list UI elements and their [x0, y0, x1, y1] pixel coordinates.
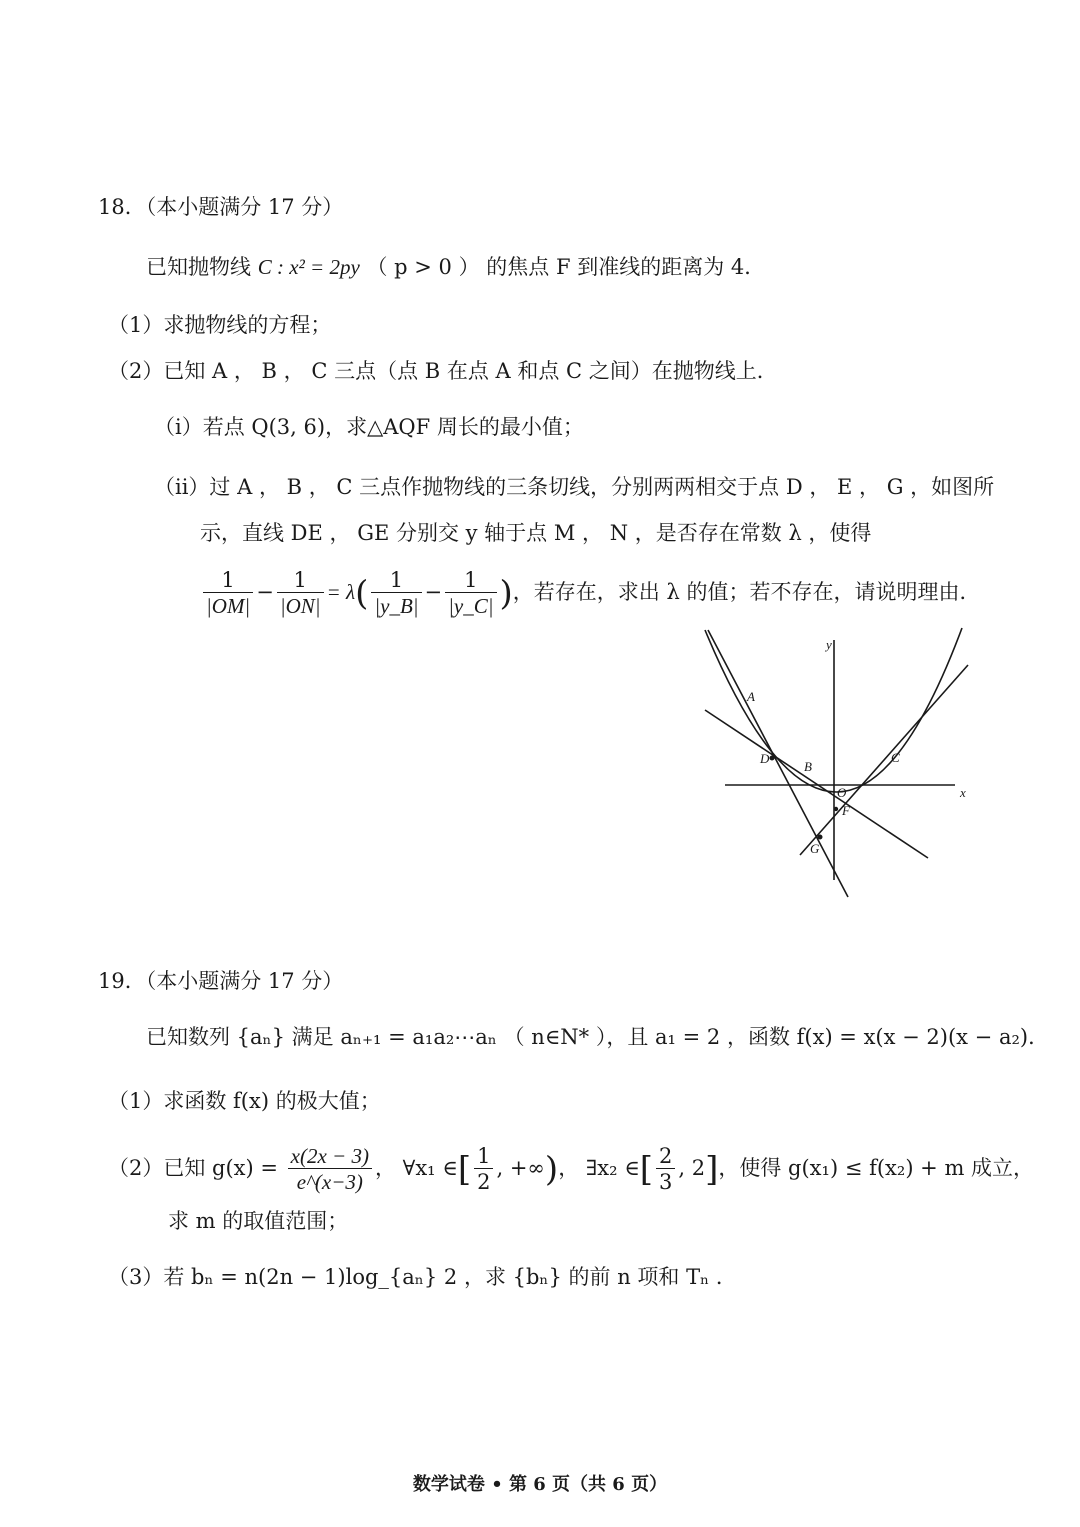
q18-part1: （1）求抛物线的方程；	[108, 313, 332, 337]
q18-stem-cond: （ p > 0 ）	[366, 255, 480, 279]
q19-part3: （3）若 bₙ = n(2n − 1)log_{aₙ} 2 ，求 {bₙ} 的前 n 项和 Tₙ ．	[108, 1265, 737, 1289]
label-o: O	[837, 785, 847, 800]
fraction-numerator: 1	[277, 568, 324, 593]
tangent-line-c	[800, 665, 968, 855]
fraction-numerator: x(2x − 3)	[288, 1144, 372, 1169]
q18-lambda-equation: $\frac{1}{|OM|}$ − $\frac{1}{|ON|}$ = λ( $\frac{1}{|y\_B|}$ − $\frac{1}{|y\_C|}$ )，若存在，求出 λ 的值；若不存在，请说明理由．	[200, 564, 980, 620]
fraction-1-over-yc	[445, 568, 496, 619]
q18-stem-eq: C : x² = 2py	[257, 255, 360, 279]
fraction-g-of-x	[288, 1144, 372, 1195]
q19-part2-line2: 求 m 的取值范围；	[168, 1209, 349, 1233]
label-d: D	[760, 751, 770, 766]
q18-part2: （2）已知 A ， B ， C 三点（点 B 在点 A 和点 C 之间）在抛物线上．	[108, 359, 778, 383]
interval-2-tail: , 2	[678, 1156, 706, 1180]
fraction-numerator: 1	[474, 1144, 493, 1169]
q18-part2-ii-line1: （ii）过 A ， B ， C 三点作抛物线的三条切线，分别两两相交于点 D ， E ， G ，如图所	[154, 475, 995, 499]
label-y: y	[826, 637, 832, 652]
q18-part2-ii-tail: ，若存在，求出 λ 的值；若不存在，请说明理由．	[512, 580, 981, 604]
fraction-denominator: 2	[477, 1170, 491, 1194]
interval-1-tail: , +∞	[496, 1156, 545, 1180]
label-a: A	[747, 689, 755, 704]
point-g	[818, 835, 823, 840]
q18-stem-pre: 已知抛物线	[146, 255, 251, 279]
q19-part2: （2）已知 g(x) = $\frac{x(2x - 3)}{e\^{}(x-3)}$ ， ∀x₁ ∈[ $\frac{1}{2}$ , +∞)， ∃x₂ ∈[ $\frac{2}{3}$ , 2]，使得 g(x₁) ≤ f(x₂) + m 成立，	[108, 1144, 1035, 1194]
equals-lambda: = λ	[326, 580, 356, 604]
fraction-numerator: 1	[371, 568, 421, 593]
label-f: F	[842, 803, 850, 818]
fraction-numerator: 1	[445, 568, 496, 593]
fraction-1-over-yb	[371, 568, 421, 619]
q19-header: 19．（本小题满分 17 分）	[98, 969, 344, 993]
label-x: x	[960, 785, 966, 800]
label-g: G	[810, 841, 820, 856]
fraction-denominator: 3	[659, 1170, 673, 1194]
q18-header: 18．（本小题满分 17 分）	[98, 195, 344, 219]
q18-stem-post: 的焦点 F 到准线的距离为 4．	[486, 255, 766, 279]
fraction-denominator: e^(x−3)	[296, 1170, 363, 1194]
q18-part2-i: （i）若点 Q(3, 6)，求△AQF 周长的最小值；	[154, 415, 584, 439]
q18-part2-ii-line2: 示，直线 DE ， GE 分别交 y 轴于点 M ， N ，是否存在常数 λ ，使得	[200, 521, 872, 545]
fraction-numerator: 1	[203, 568, 253, 593]
fraction-denominator: |OM|	[206, 594, 251, 618]
page-footer: 数学试卷 • 第 6 页（共 6 页）	[412, 1474, 668, 1495]
parabola-tangent-figure	[700, 625, 985, 905]
q19-part2-post: ，使得 g(x₁) ≤ f(x₂) + m 成立，	[718, 1156, 1035, 1180]
q18-stem	[146, 252, 765, 282]
label-b: B	[804, 759, 812, 774]
fraction-two-thirds	[656, 1144, 675, 1195]
fraction-denominator: |ON|	[279, 594, 321, 618]
q19-part2-mid2: ， ∃x₂ ∈	[558, 1156, 640, 1180]
q19-part2-pre: （2）已知 g(x) =	[108, 1156, 278, 1180]
q19-stem: 已知数列 {aₙ} 满足 aₙ₊₁ = a₁a₂⋯aₙ （ n∈N* ），且 a₁ = 2 ，函数 f(x) = x(x − 2)(x − a₂)．	[146, 1025, 1050, 1049]
fraction-denominator: |y_B|	[374, 594, 419, 618]
fraction-denominator: |y_C|	[448, 594, 494, 618]
fraction-numerator: 2	[656, 1144, 675, 1169]
label-c: C	[891, 750, 900, 765]
fraction-1-over-on	[277, 568, 324, 619]
fraction-one-half	[474, 1144, 493, 1195]
point-f	[834, 807, 838, 811]
point-d	[770, 756, 775, 761]
fraction-1-over-om	[203, 568, 253, 619]
tangent-line-a	[708, 630, 848, 897]
q19-part1: （1）求函数 f(x) 的极大值；	[108, 1089, 381, 1113]
q19-part2-mid1: ， ∀x₁ ∈	[374, 1156, 458, 1180]
